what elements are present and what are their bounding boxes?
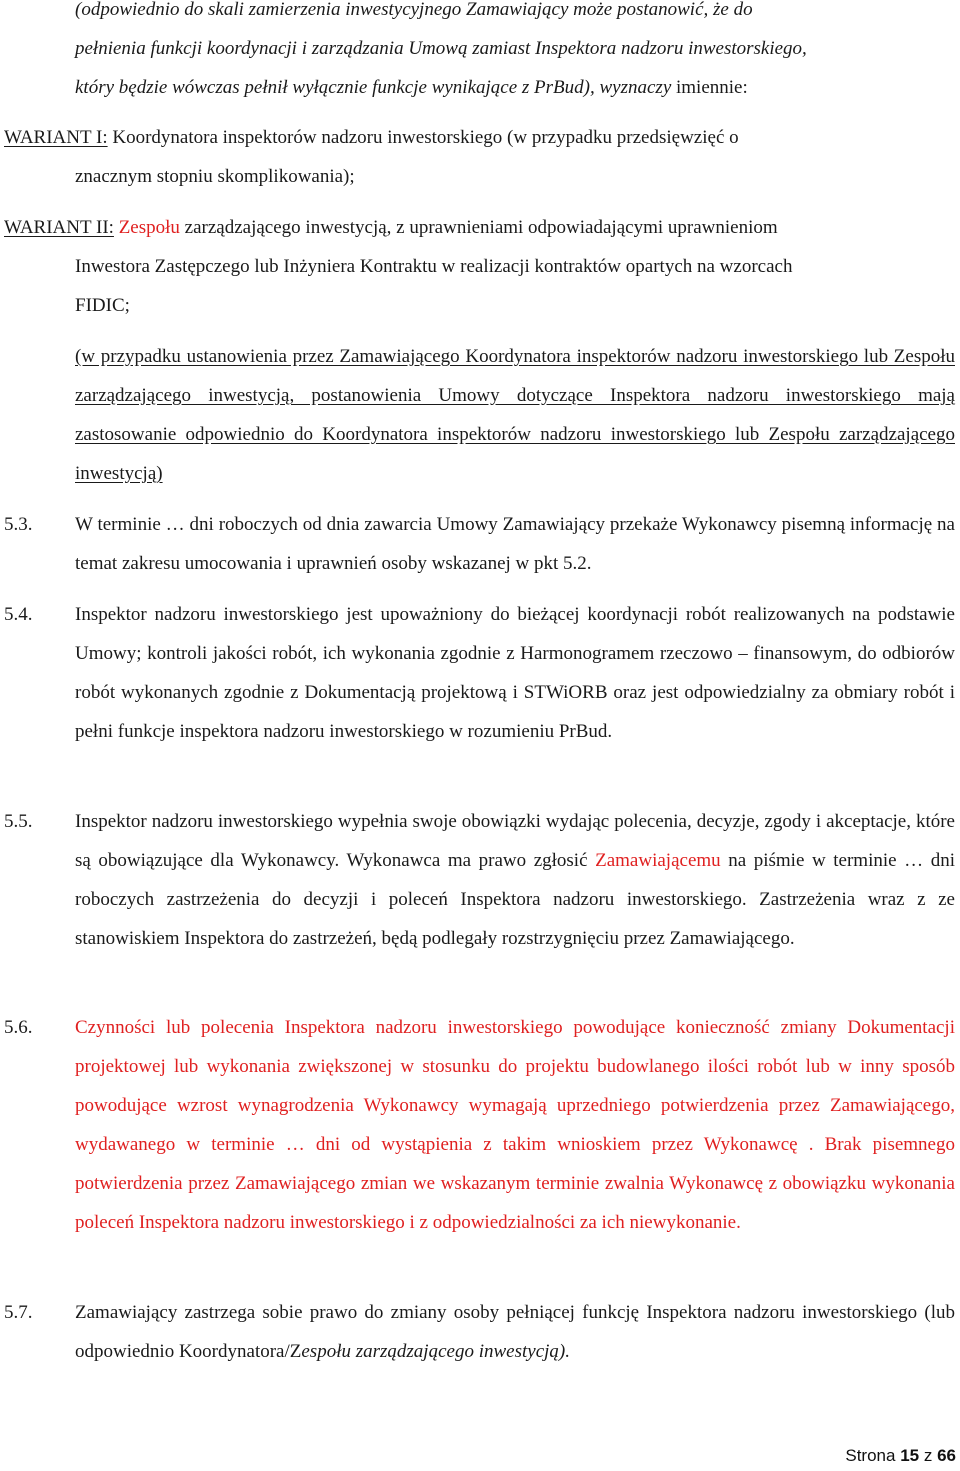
footer-page-number: 15 bbox=[900, 1446, 920, 1465]
section-5-3-text: W terminie … dni roboczych od dnia zawarcia Umowy Zamawiający przekaże Wykonawcy pisemną informację na temat zakresu umocowania i uprawnień osoby wskazanej w pkt 5.2. bbox=[75, 514, 955, 574]
section-5-5-text bbox=[75, 802, 955, 958]
section-5-7-text bbox=[75, 1293, 955, 1371]
section-5-4-number: 5.4. bbox=[4, 604, 33, 625]
intro-line2: pełnienia funkcji koordynacji i zarządzania Umową zamiast Inspektora nadzoru inwestorskiego, bbox=[75, 38, 807, 59]
intro-line3: który będzie wówczas pełnił wyłącznie funkcje wynikające z PrBud), wyznaczy bbox=[75, 77, 672, 98]
section-5-5-number: 5.5. bbox=[4, 811, 33, 832]
variant-1-text: Koordynatora inspektorów nadzoru inwestorskiego (w przypadku przedsięwzięć o bbox=[107, 127, 739, 148]
variant-2-line1 bbox=[4, 208, 955, 247]
variant-2-line3: FIDIC; bbox=[75, 295, 130, 316]
page-footer bbox=[845, 1446, 956, 1466]
variant-2-label: WARIANT II: bbox=[4, 217, 114, 238]
section-5-5-part-b: na piśmie w terminie … dni roboczych zastrzeżenia do decyzji i poleceń Inspektora nadzoru inwestorskiego. Zastrzeżenia wraz z ze stanowiskiem Inspektora do zastrzeżeń, będą podlegały rozstrzygnięciu przez Zamawiającego. bbox=[75, 850, 955, 949]
intro-line1: (odpowiednio do skali zamierzenia inwestycyjnego Zamawiający może postanowić, że do bbox=[75, 0, 753, 20]
section-5-5-part-a: Inspektor nadzoru inwestorskiego wypełnia swoje obowiązki wydając polecenia, decyzje, zgody i akceptacje, które są obowiązujące dla Wykonawcy. Wykonawca ma prawo zgłosić bbox=[75, 811, 955, 871]
section-5-7-italic: espołu zarządzającego inwestycją). bbox=[301, 1341, 570, 1362]
variant-1-line1 bbox=[4, 118, 955, 157]
variant-1-line2: znacznym stopniu skomplikowania); bbox=[75, 166, 355, 187]
section-5-3-number: 5.3. bbox=[4, 514, 33, 535]
variant-2-line2: Inwestora Zastępczego lub Inżyniera Kontraktu w realizacji kontraktów opartych na wzorcach bbox=[75, 256, 793, 277]
footer-label: Strona bbox=[845, 1446, 896, 1465]
variant-1-label: WARIANT I: bbox=[4, 127, 108, 148]
section-5-6-text: Czynności lub polecenia Inspektora nadzoru inwestorskiego powodujące konieczność zmiany Dokumentacji projektowej lub wykonania zwiększonej w stosunku do projektu budowlanego ilości robót lub w inny sposób powodujące wzrost wynagrodzenia Wykonawcy wymagają uprzedniego potwierdzenia przez Zamawiającego, wydawanego w terminie … dni od wystąpienia z takim wnioskiem przez Wykonawcę . Brak pisemnego potwierdzenia przez Zamawiającego zmian we wskazanym terminie zwalnia Wykonawcę z obowiązku wykonania poleceń Inspektora nadzoru inwestorskiego i z odpowiedzialności za ich niewykonanie. bbox=[75, 1017, 955, 1233]
section-5-6-number: 5.6. bbox=[4, 1017, 33, 1038]
footer-separator: z bbox=[923, 1446, 933, 1465]
section-5-7-number: 5.7. bbox=[4, 1302, 33, 1323]
intro-paragraph bbox=[75, 0, 955, 107]
note-paragraph: (w przypadku ustanowienia przez Zamawiającego Koordynatora inspektorów nadzoru inwestorskiego lub Zespołu zarządzającego inwestycją, postanowienia Umowy dotyczące Inspektora nadzoru inwestorskiego mają zastosowanie odpowiednio do Koordynatora inspektorów nadzoru inwestorskiego lub Zespołu zarządzającego inwestycją) bbox=[75, 346, 955, 484]
variant-2-red-word: Zespołu bbox=[113, 217, 180, 238]
section-5-4-text: Inspektor nadzoru inwestorskiego jest upoważniony do bieżącej koordynacji robót realizowanych na podstawie Umowy; kontroli jakości robót, ich wykonania zgodnie z Harmonogramem rzeczowo – finansowym, do odbiorów robót wykonanych zgodnie z Dokumentacją projektową i STWiORB oraz jest odpowiedzialny za obmiary robót i pełni funkcje inspektora nadzoru inwestorskiego w rozumieniu PrBud. bbox=[75, 604, 955, 742]
footer-total-pages: 66 bbox=[937, 1446, 956, 1465]
section-5-7-part-a: Zamawiający zastrzega sobie prawo do zmiany osoby pełniącej funkcję Inspektora nadzoru inwestorskiego (lub odpowiednio Koordynatora/Z bbox=[75, 1302, 955, 1362]
variant-2-text: zarządzającego inwestycją, z uprawnieniami odpowiadającymi uprawnieniom bbox=[179, 217, 778, 238]
intro-line3-tail: imiennie: bbox=[671, 77, 748, 98]
section-5-5-red: Zamawiającemu bbox=[595, 850, 721, 871]
